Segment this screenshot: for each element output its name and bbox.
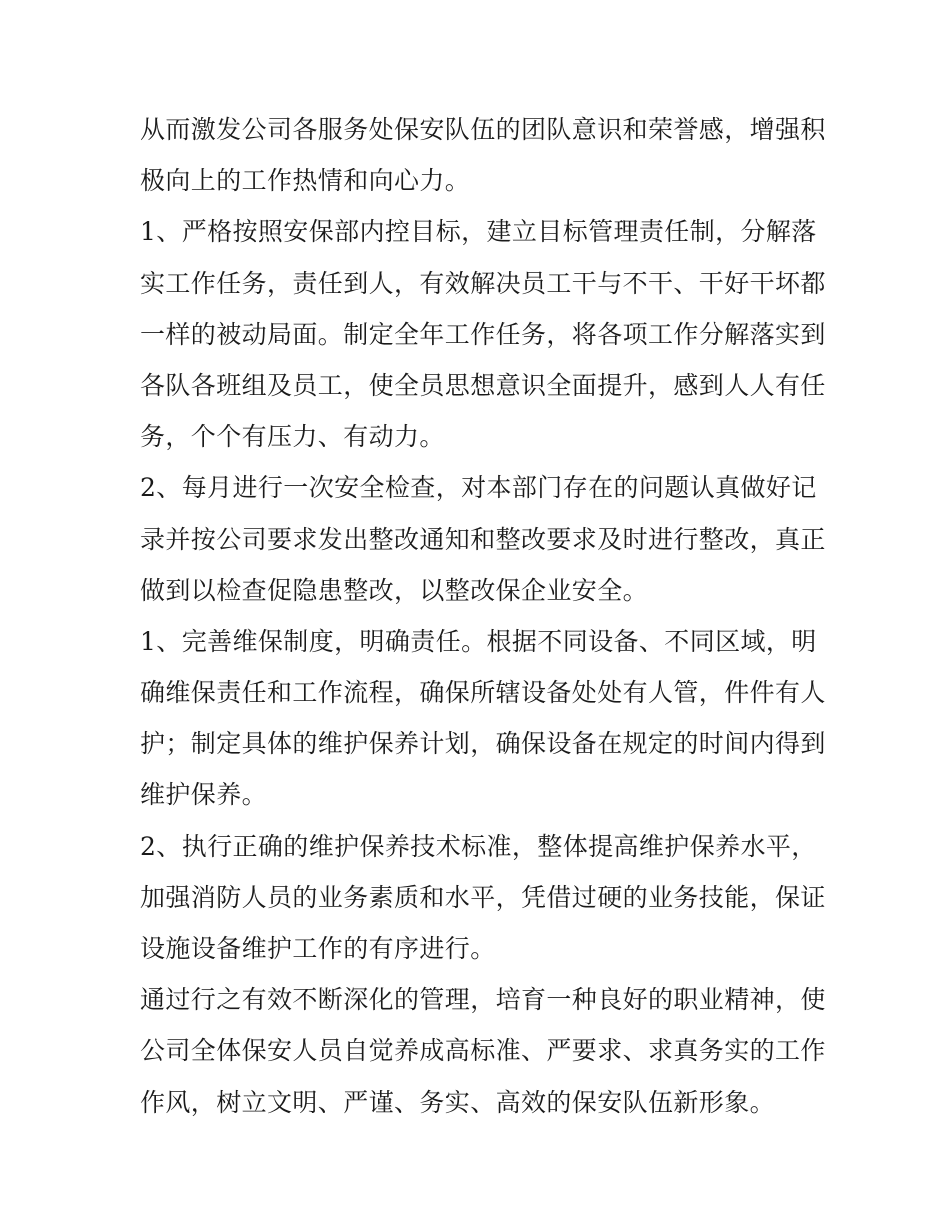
text-line: 务，个个有压力、有动力。 (140, 422, 445, 452)
text-line: 维护保养。 (140, 780, 268, 810)
text-line: 从而激发公司各服务处保安队伍的团队意识和荣誉感，增强积 (140, 115, 826, 144)
text-line: 2、执行正确的维护保养技术标准，整体提高维护保养水平， (140, 831, 817, 861)
text-line: 做到以检查促隐患整改，以整改保企业安全。 (140, 575, 649, 605)
text-line: 实工作任务，责任到人，有效解决员工干与不干、干好干坏都 (140, 268, 826, 298)
document-body (140, 104, 826, 1128)
text-line: 一样的被动局面。制定全年工作任务，将各项工作分解落实到 (140, 319, 826, 349)
text-line: 录并按公司要求发出整改通知和整改要求及时进行整改，真正 (140, 524, 826, 554)
text-line: 公司全体保安人员自觉养成高标准、严要求、求真务实的工作 (140, 1036, 826, 1066)
text-line: 护；制定具体的维护保养计划，确保设备在规定的时间内得到 (140, 729, 826, 759)
text-line: 通过行之有效不断深化的管理，培育一种良好的职业精神，使 (140, 985, 826, 1015)
text-line: 各队各班组及员工，使全员思想意识全面提升，感到人人有任 (140, 370, 826, 400)
text-line: 1、严格按照安保部内控目标，建立目标管理责任制，分解落 (140, 217, 817, 247)
text-line: 设施设备维护工作的有序进行。 (140, 934, 496, 963)
text-line: 作风，树立文明、严谨、务实、高效的保安队伍新形象。 (140, 1087, 776, 1117)
text-line: 极向上的工作热情和向心力。 (140, 166, 471, 196)
text-line: 2、每月进行一次安全检查，对本部门存在的问题认真做好记 (140, 473, 817, 503)
text-line: 加强消防人员的业务素质和水平，凭借过硬的业务技能，保证 (140, 882, 826, 912)
text-line: 1、完善维保制度，明确责任。根据不同设备、不同区域，明 (140, 626, 817, 656)
text-line: 确维保责任和工作流程，确保所辖设备处处有人管，件件有人 (140, 678, 826, 708)
